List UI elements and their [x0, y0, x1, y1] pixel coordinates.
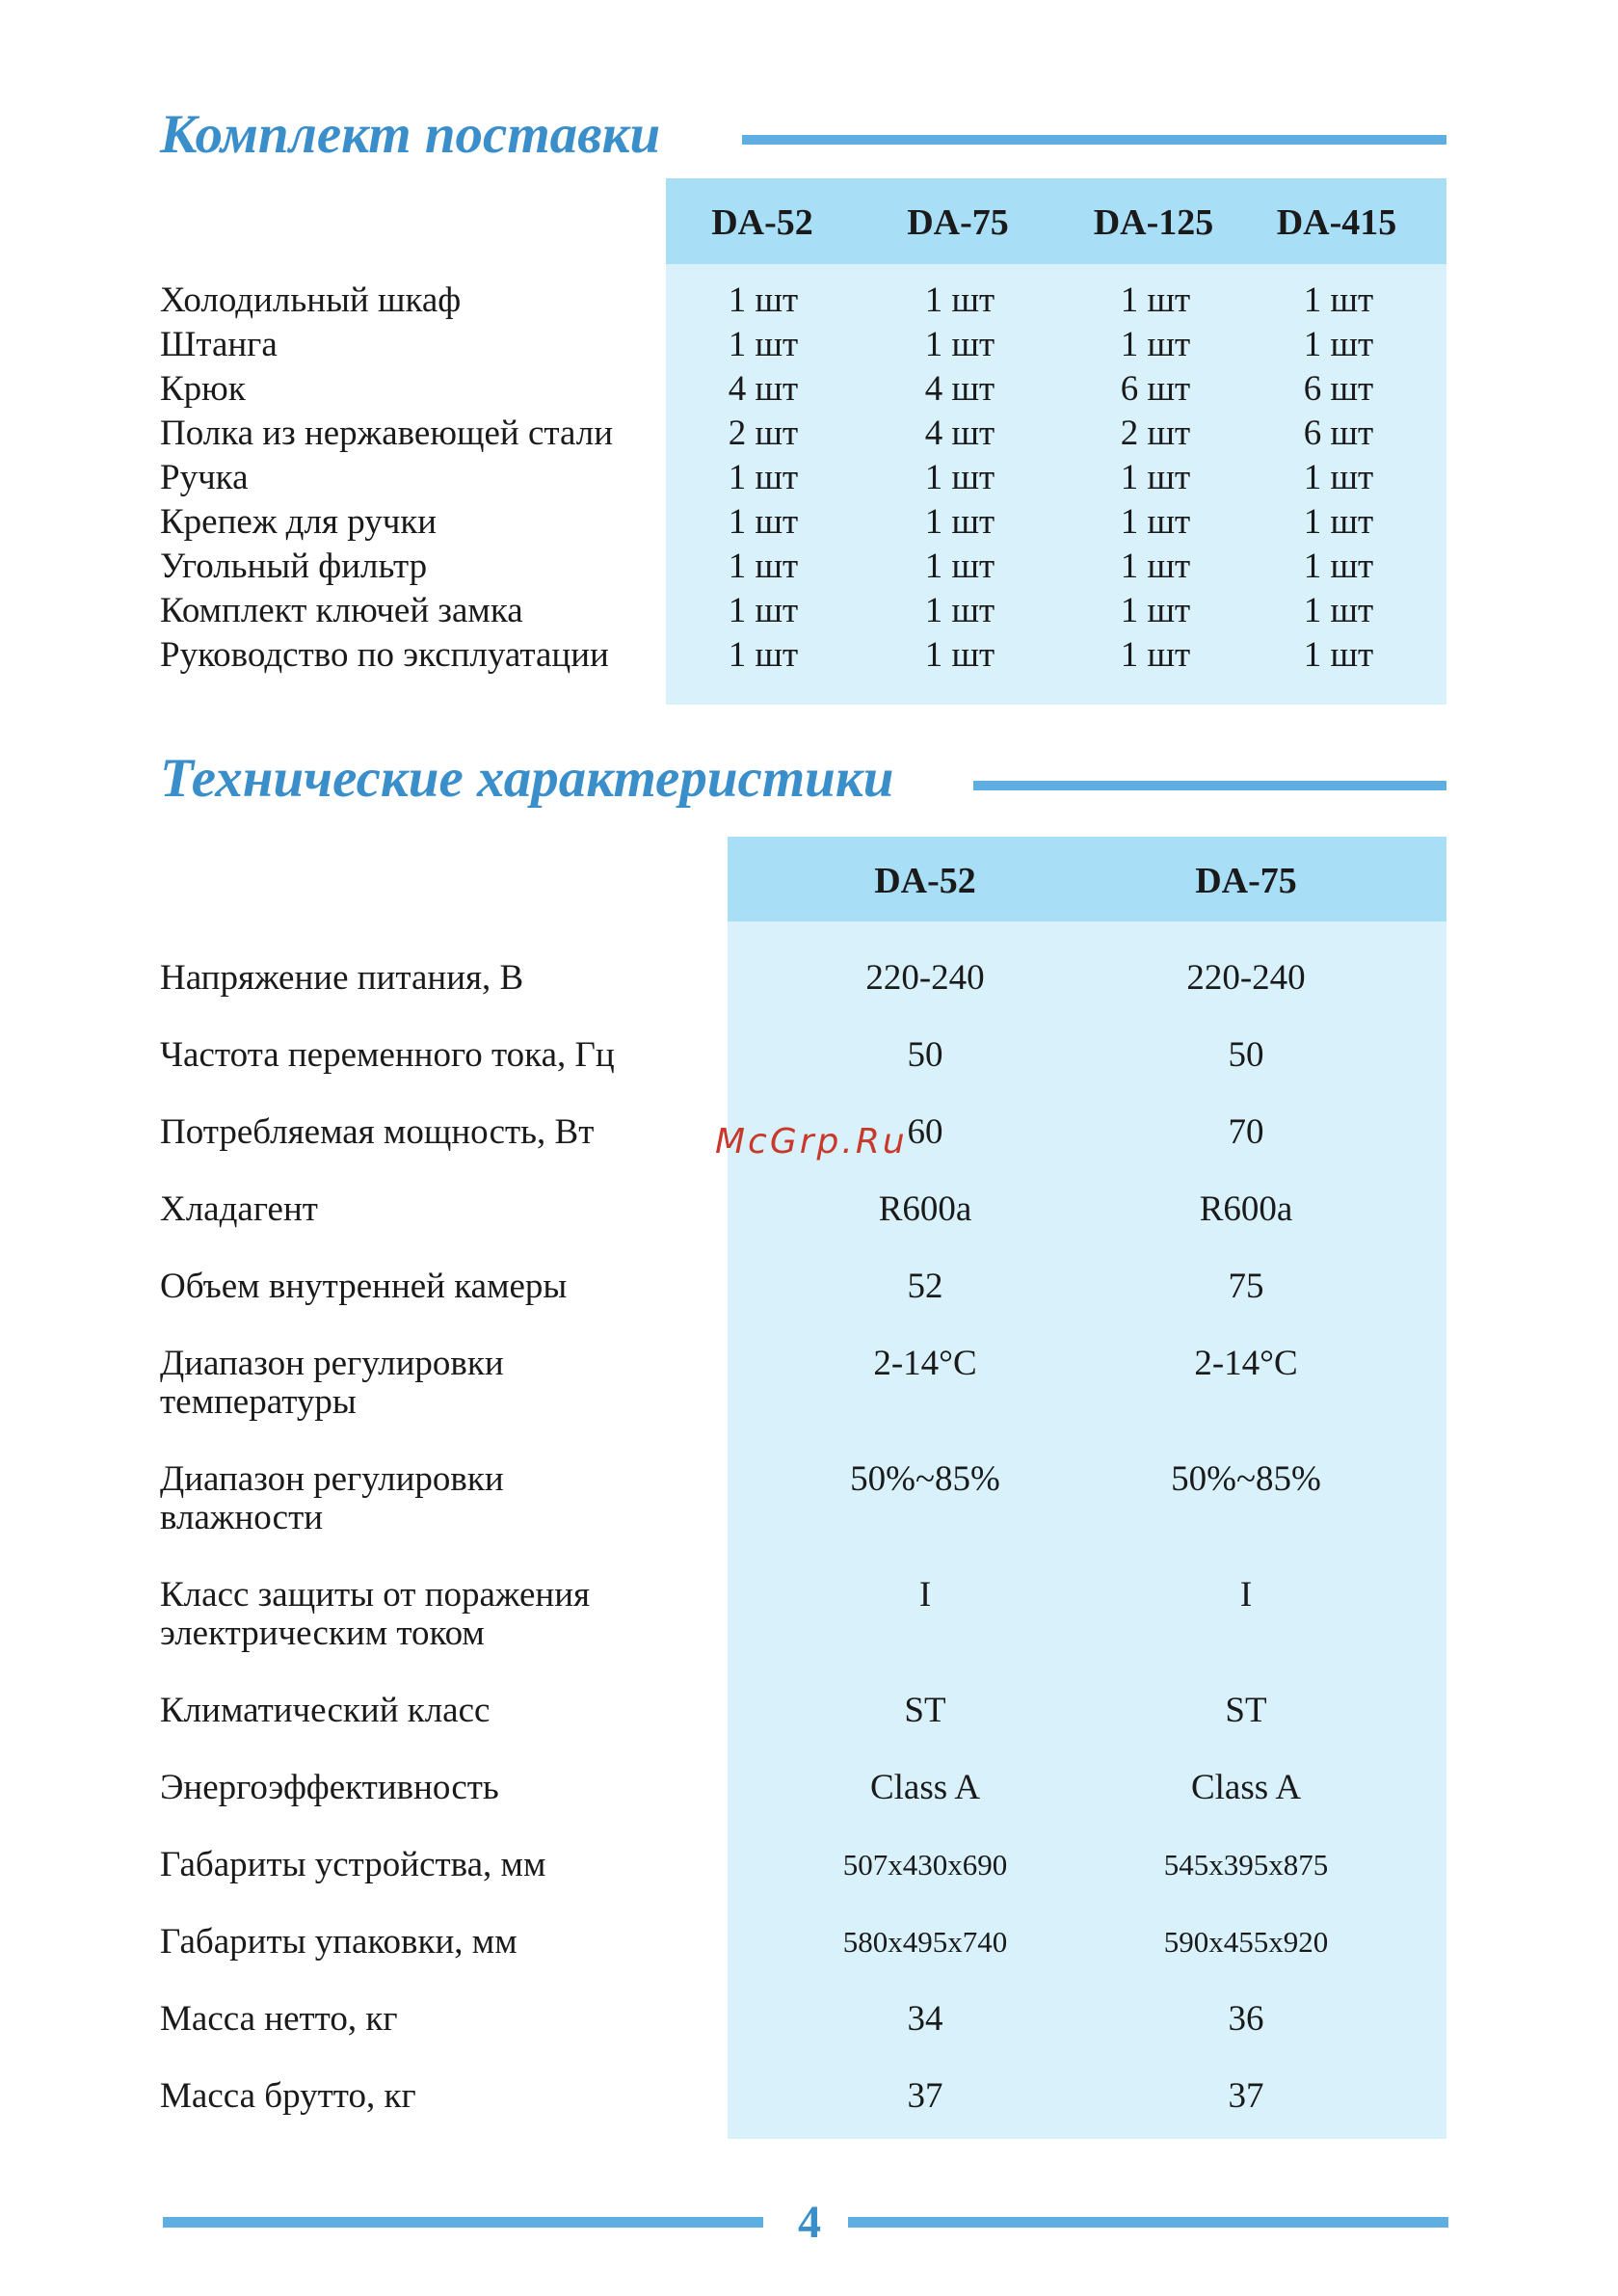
spec-value: 580x495x740: [842, 1925, 1008, 1959]
spec-value: 34: [907, 1999, 943, 2039]
spec-value: R600a: [878, 1189, 972, 1229]
spec-label: [160, 1190, 318, 1229]
delivery-quantity: 1 шт: [1303, 547, 1374, 586]
delivery-quantity: 4 шт: [728, 369, 799, 409]
delivery-quantity: 1 шт: [924, 635, 995, 675]
spec-label-line: Частота переменного тока, Гц: [160, 1035, 615, 1075]
delivery-item-label: Ручка: [160, 458, 249, 497]
footer-rule-left: [163, 2217, 763, 2228]
spec-label: [160, 1113, 594, 1152]
spec-value: Class A: [869, 1768, 981, 1807]
page-number: 4: [798, 2197, 821, 2248]
specs-model-header: DA-52: [874, 861, 976, 901]
delivery-quantity: 1 шт: [1120, 502, 1191, 542]
spec-label-line: Напряжение питания, В: [160, 958, 524, 998]
delivery-quantity: 1 шт: [1303, 591, 1374, 630]
spec-value: 545x395x875: [1163, 1848, 1329, 1882]
spec-value: 220-240: [865, 958, 985, 998]
spec-value: R600a: [1199, 1189, 1293, 1229]
delivery-item-label: Крюк: [160, 369, 246, 409]
spec-value: 36: [1228, 1999, 1264, 2039]
delivery-quantity: 2 шт: [728, 414, 799, 453]
specs-section-title: Технические характеристики: [160, 748, 894, 809]
delivery-title-rule: [742, 135, 1446, 145]
spec-value: 37: [1228, 2076, 1264, 2116]
delivery-quantity: 6 шт: [1120, 369, 1191, 409]
spec-value: 50: [1228, 1035, 1264, 1075]
delivery-quantity: 1 шт: [1303, 502, 1374, 542]
spec-label-line: температуры: [160, 1382, 357, 1422]
delivery-quantity: 1 шт: [728, 591, 799, 630]
delivery-model-header: DA-415: [1276, 202, 1397, 243]
delivery-quantity: 1 шт: [924, 458, 995, 497]
spec-label-line: Класс защиты от поражения: [160, 1575, 591, 1615]
footer-rule-right: [848, 2217, 1448, 2228]
delivery-quantity: 1 шт: [1303, 280, 1374, 320]
delivery-quantity: 1 шт: [1120, 325, 1191, 364]
spec-value: ST: [1225, 1691, 1267, 1730]
delivery-quantity: 2 шт: [1120, 414, 1191, 453]
watermark: McGrp.Ru: [715, 1122, 908, 1161]
delivery-quantity: 1 шт: [728, 458, 799, 497]
spec-value: 70: [1228, 1112, 1264, 1152]
delivery-quantity: 1 шт: [1303, 635, 1374, 675]
spec-label-line: Диапазон регулировки: [160, 1344, 504, 1383]
spec-value: 590x455x920: [1163, 1925, 1329, 1959]
delivery-quantity: 1 шт: [924, 325, 995, 364]
spec-label: [160, 1268, 567, 1306]
spec-label-line: влажности: [160, 1498, 324, 1537]
delivery-item-label: Холодильный шкаф: [160, 280, 462, 320]
spec-label-line: Масса нетто, кг: [160, 1999, 398, 2039]
spec-label: [160, 1769, 499, 1807]
delivery-quantity: 6 шт: [1303, 369, 1374, 409]
delivery-quantity: 6 шт: [1303, 414, 1374, 453]
spec-value: 52: [907, 1267, 943, 1306]
spec-label-line: Потребляемая мощность, Вт: [160, 1112, 595, 1152]
delivery-quantity: 4 шт: [924, 414, 995, 453]
spec-label-line: Масса брутто, кг: [160, 2076, 416, 2116]
delivery-quantity: 1 шт: [1120, 547, 1191, 586]
delivery-quantity: 1 шт: [924, 591, 995, 630]
spec-value: 75: [1228, 1267, 1264, 1306]
spec-label: [160, 1692, 490, 1730]
delivery-item-label: Крепеж для ручки: [160, 502, 438, 542]
delivery-quantity: 4 шт: [924, 369, 995, 409]
delivery-quantity: 1 шт: [924, 547, 995, 586]
delivery-section-title: Комплект поставки: [160, 104, 661, 165]
spec-label-line: Диапазон регулировки: [160, 1459, 504, 1499]
delivery-quantity: 1 шт: [1120, 458, 1191, 497]
spec-value: 37: [907, 2076, 943, 2116]
spec-label: [160, 2000, 398, 2039]
specs-title-rule: [973, 781, 1446, 790]
delivery-quantity: 1 шт: [1303, 325, 1374, 364]
spec-value: 50%~85%: [1171, 1459, 1321, 1499]
spec-label: [160, 1576, 590, 1653]
spec-value: I: [1239, 1575, 1253, 1615]
delivery-table-header: [666, 178, 1446, 264]
spec-label-line: Энергоэффективность: [160, 1768, 499, 1807]
spec-label: [160, 1460, 504, 1537]
specs-table-header: [728, 837, 1446, 921]
spec-value: Class A: [1190, 1768, 1302, 1807]
spec-label-line: электрическим током: [160, 1614, 485, 1653]
delivery-quantity: 1 шт: [728, 502, 799, 542]
spec-value: 50: [907, 1035, 943, 1075]
spec-value: 220-240: [1186, 958, 1306, 998]
spec-label: [160, 959, 523, 998]
spec-value: 60: [907, 1112, 943, 1152]
delivery-item-label: Комплект ключей замка: [160, 591, 523, 630]
spec-value: 2-14°C: [1194, 1344, 1298, 1383]
delivery-model-header: DA-52: [711, 202, 813, 243]
delivery-quantity: 1 шт: [1120, 280, 1191, 320]
spec-label-line: Хладагент: [160, 1189, 318, 1229]
spec-label-line: Климатический класс: [160, 1691, 491, 1730]
delivery-quantity: 1 шт: [728, 635, 799, 675]
spec-value: 2-14°C: [873, 1344, 977, 1383]
spec-value: 50%~85%: [850, 1459, 1000, 1499]
spec-label: [160, 1846, 545, 1884]
delivery-item-label: Руководство по эксплуатации: [160, 635, 609, 675]
delivery-quantity: 1 шт: [924, 280, 995, 320]
spec-label-line: Объем внутренней камеры: [160, 1267, 568, 1306]
spec-label: [160, 1036, 615, 1075]
delivery-quantity: 1 шт: [1120, 635, 1191, 675]
spec-value: ST: [904, 1691, 946, 1730]
specs-model-header: DA-75: [1195, 861, 1297, 901]
delivery-item-label: Штанга: [160, 325, 278, 364]
spec-label: [160, 1345, 504, 1422]
spec-label-line: Габариты устройства, мм: [160, 1845, 546, 1884]
delivery-quantity: 1 шт: [1120, 591, 1191, 630]
spec-label-line: Габариты упаковки, мм: [160, 1922, 517, 1962]
delivery-item-label: Полка из нержавеющей стали: [160, 414, 613, 453]
delivery-quantity: 1 шт: [728, 325, 799, 364]
delivery-quantity: 1 шт: [1303, 458, 1374, 497]
spec-label: [160, 2077, 416, 2116]
spec-value: I: [918, 1575, 932, 1615]
delivery-item-label: Угольный фильтр: [160, 547, 428, 586]
spec-value: 507x430x690: [842, 1848, 1008, 1882]
delivery-quantity: 1 шт: [924, 502, 995, 542]
delivery-model-header: DA-125: [1093, 202, 1214, 243]
delivery-quantity: 1 шт: [728, 547, 799, 586]
delivery-model-header: DA-75: [907, 202, 1009, 243]
spec-label: [160, 1923, 517, 1962]
delivery-quantity: 1 шт: [728, 280, 799, 320]
